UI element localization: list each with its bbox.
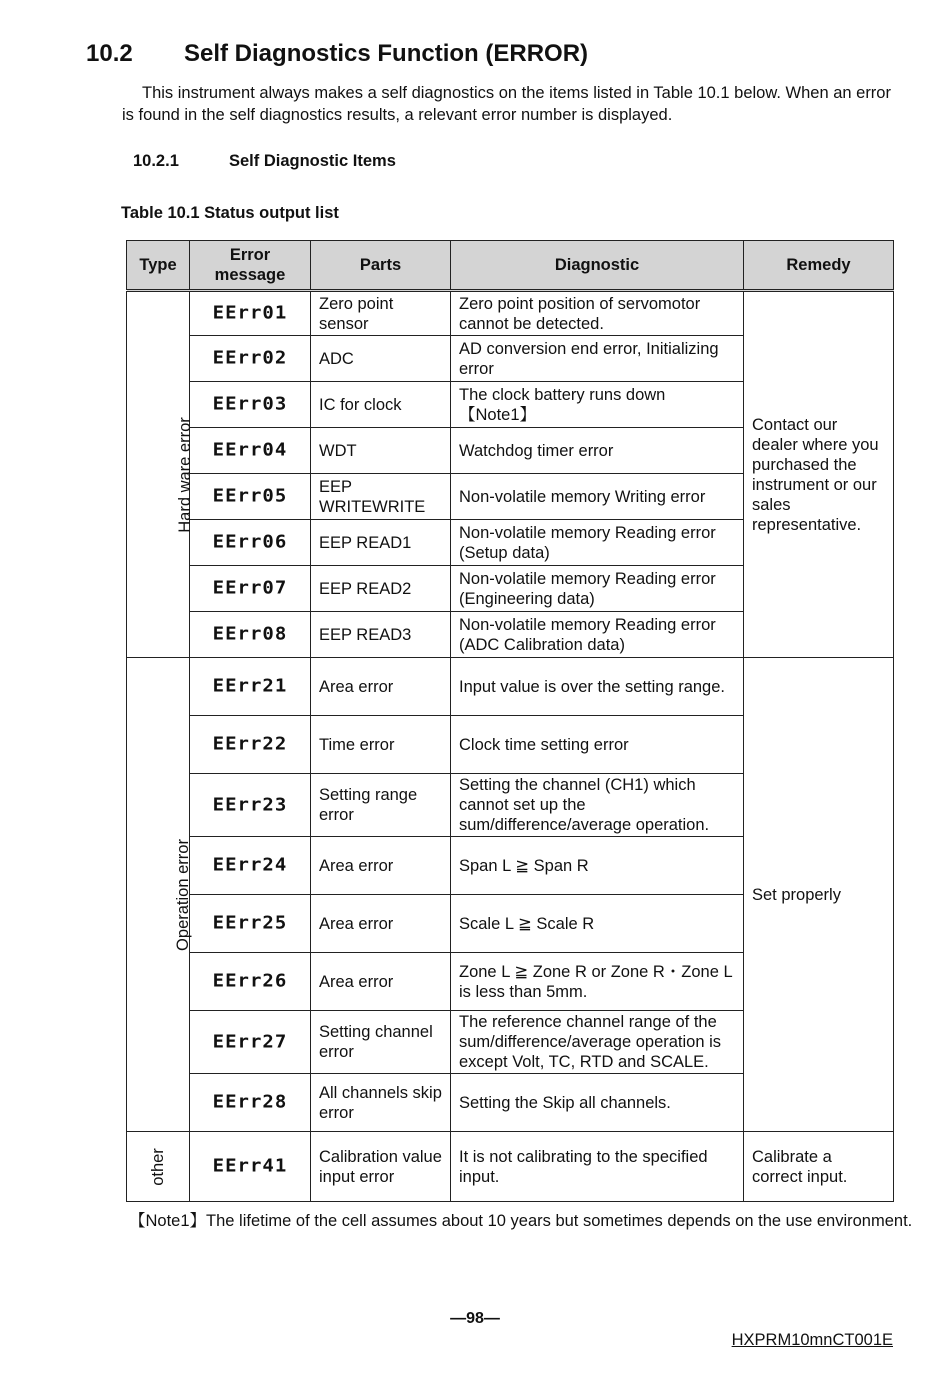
error-code-cell (190, 428, 311, 474)
header-type: Type (127, 241, 190, 291)
header-parts: Parts (311, 241, 451, 291)
diagnostic-cell: The clock battery runs down 【Note1】 (451, 382, 744, 428)
error-code: EErr08 (212, 623, 288, 645)
error-code-cell (190, 837, 311, 895)
error-code-cell (190, 658, 311, 716)
parts-cell: Calibration value input error (311, 1132, 451, 1202)
parts-cell: ADC (311, 336, 451, 382)
parts-cell: EEP READ1 (311, 520, 451, 566)
remedy-cell-other: Calibrate a correct input. (744, 1132, 894, 1202)
parts-cell: Time error (311, 716, 451, 774)
error-code: EErr23 (212, 794, 288, 815)
table-row (127, 1132, 894, 1202)
error-code: EErr25 (212, 912, 288, 934)
type-label: Operation error (173, 838, 192, 951)
error-code: EErr21 (212, 675, 288, 697)
error-code-cell (190, 566, 311, 612)
type-cell-other (127, 1132, 190, 1202)
diagnostic-cell: Scale L ≧ Scale R (451, 895, 744, 953)
subsection-title: Self Diagnostic Items (229, 152, 396, 170)
page-number: —98— (450, 1310, 500, 1327)
type-cell-operation (127, 658, 190, 1132)
document-id: HXPRM10mnCT001E (731, 1331, 893, 1349)
error-code: EErr22 (212, 733, 288, 755)
parts-cell: All channels skip error (311, 1074, 451, 1132)
parts-cell: IC for clock (311, 382, 451, 428)
status-output-table (126, 240, 894, 1202)
section-heading (86, 40, 588, 68)
error-code-cell (190, 1011, 311, 1074)
table-row (127, 658, 894, 716)
error-code: EErr28 (212, 1091, 288, 1113)
error-code: EErr24 (212, 854, 288, 876)
error-code: EErr04 (212, 439, 288, 461)
type-label: Hard ware error (175, 416, 194, 533)
subsection-number: 10.2.1 (133, 152, 179, 170)
error-code: EErr05 (212, 485, 288, 507)
error-code: EErr41 (212, 1155, 288, 1177)
error-code: EErr26 (212, 970, 288, 992)
section-title: Self Diagnostics Function (ERROR) (184, 40, 589, 67)
parts-cell: Area error (311, 837, 451, 895)
diagnostic-cell: It is not calibrating to the specified input. (451, 1132, 744, 1202)
diagnostic-cell: Setting the channel (CH1) which cannot set up the sum/difference/average operation. (451, 774, 744, 837)
error-code: EErr06 (212, 531, 288, 553)
error-code-cell (190, 520, 311, 566)
parts-cell: EEP READ3 (311, 612, 451, 658)
header-remedy: Remedy (744, 241, 894, 291)
table-header-row (127, 241, 894, 291)
error-code-cell (190, 774, 311, 837)
parts-cell: Zero point sensor (311, 291, 451, 336)
intro-paragraph: This instrument always makes a self diagnostics on the items listed in Table 10.1 below. When an error is found in the self diagnostics results, a relevant error number is displayed. (122, 84, 891, 124)
error-code-cell (190, 1074, 311, 1132)
parts-cell: Setting channel error (311, 1011, 451, 1074)
table-row (127, 291, 894, 336)
error-code-cell (190, 716, 311, 774)
parts-cell: EEP WRITEWRITE (311, 474, 451, 520)
diagnostic-cell: Zone L ≧ Zone R or Zone R・Zone L is less than 5mm. (451, 953, 744, 1011)
error-code-cell (190, 474, 311, 520)
diagnostic-cell: Setting the Skip all channels. (451, 1074, 744, 1132)
diagnostic-cell: Watchdog timer error (451, 428, 744, 474)
diagnostic-cell: Clock time setting error (451, 716, 744, 774)
error-code: EErr02 (212, 347, 288, 369)
header-diagnostic: Diagnostic (451, 241, 744, 291)
diagnostic-cell: Zero point position of servomotor cannot be detected. (451, 291, 744, 336)
parts-cell: EEP READ2 (311, 566, 451, 612)
diagnostic-cell: AD conversion end error, Initializing error (451, 336, 744, 382)
error-code-cell (190, 1132, 311, 1202)
diagnostic-cell: Non-volatile memory Reading error (ADC Calibration data) (451, 612, 744, 658)
diagnostic-cell: Span L ≧ Span R (451, 837, 744, 895)
parts-cell: Area error (311, 953, 451, 1011)
header-error-message: Error message (190, 241, 311, 291)
diagnostic-cell: The reference channel range of the sum/difference/average operation is except Volt, TC, RTD and SCALE. (451, 1011, 744, 1074)
error-code-cell (190, 895, 311, 953)
remedy-cell-hardware: Contact our dealer where you purchased the instrument or our sales representative. (744, 291, 894, 658)
error-code: EErr07 (212, 577, 288, 599)
parts-cell: WDT (311, 428, 451, 474)
error-code-cell (190, 336, 311, 382)
diagnostic-cell: Non-volatile memory Writing error (451, 474, 744, 520)
diagnostic-cell: Input value is over the setting range. (451, 658, 744, 716)
section-number: 10.2 (86, 40, 133, 67)
remedy-cell-operation: Set properly (744, 658, 894, 1132)
error-code: EErr01 (212, 302, 288, 324)
diagnostic-cell: Non-volatile memory Reading error (Engineering data) (451, 566, 744, 612)
error-code: EErr27 (212, 1031, 288, 1052)
footnote: 【Note1】The lifetime of the cell assumes about 10 years but sometimes depends on the use environment. (129, 1212, 913, 1230)
parts-cell: Setting range error (311, 774, 451, 837)
error-code-cell (190, 953, 311, 1011)
table-caption: Table 10.1 Status output list (121, 204, 339, 222)
diagnostic-cell: Non-volatile memory Reading error (Setup data) (451, 520, 744, 566)
parts-cell: Area error (311, 895, 451, 953)
type-cell-hardware (127, 291, 194, 658)
subsection-heading (133, 152, 396, 171)
error-code-cell (190, 291, 311, 336)
type-label: other (148, 1147, 167, 1186)
error-code: EErr03 (212, 393, 288, 415)
parts-cell: Area error (311, 658, 451, 716)
error-code-cell (190, 382, 311, 428)
error-code-cell (190, 612, 311, 658)
